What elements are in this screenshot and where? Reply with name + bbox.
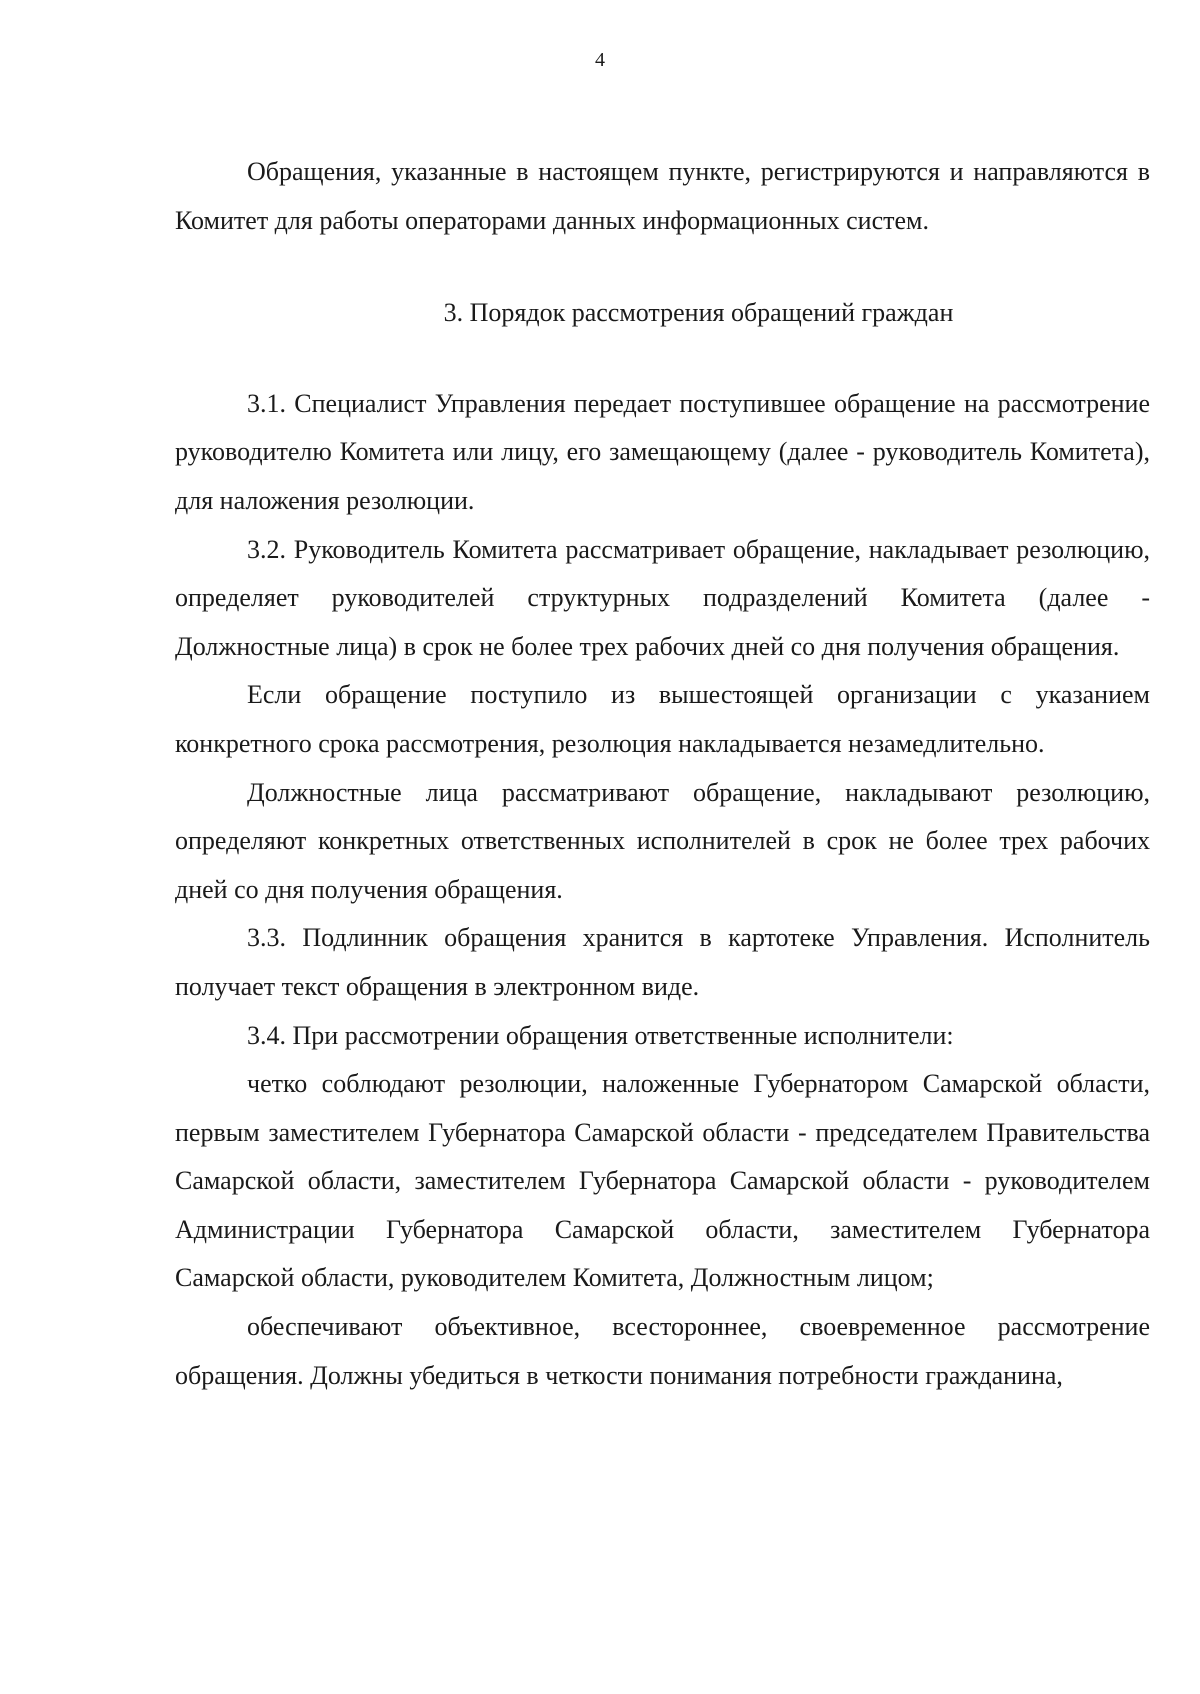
paragraph-3-2: 3.2. Руководитель Комитета рассматривает обращение, накладывает резолюцию, определяет руководителей структурных подразделений Комитета (далее - Должностные лица) в срок не более трех рабочих дней со дня получения обращения. xyxy=(175,534,1150,661)
paragraph-officials: Должностные лица рассматривают обращение, накладывают резолюцию, определяют конкретных ответственных исполнителей в срок не более трех рабочих дней со дня получения обращения. xyxy=(175,777,1150,904)
paragraph-3-4: 3.4. При рассмотрении обращения ответственные исполнители: xyxy=(247,1020,954,1050)
paragraph-urgent-resolution: Если обращение поступило из вышестоящей организации с указанием конкретного срока рассмотрения, резолюция накладывается незамедлительно. xyxy=(175,680,1150,758)
intro-paragraph: Обращения, указанные в настоящем пункте, регистрируются и направляются в Комитет для работы операторами данных информационных систем. xyxy=(175,157,1150,235)
document-body xyxy=(175,148,1150,1400)
paragraph-resolutions: четко соблюдают резолюции, наложенные Губернатором Самарской области, первым заместителем Губернатора Самарской области - председателем Правительства Самарской области, заместителем Губернатора Самарской области - руководителем Администрации Губернатора Самарской области, заместителем Губернатора Самарской области, руководителем Комитета, Должностным лицом; xyxy=(175,1069,1150,1293)
paragraph-objective-review: обеспечивают объективное, всестороннее, своевременное рассмотрение обращения. Должны убедиться в четкости понимания потребности гражданина, xyxy=(175,1312,1150,1390)
paragraph-3-1: 3.1. Специалист Управления передает поступившее обращение на рассмотрение руководителю Комитета или лицу, его замещающему (далее - руководитель Комитета), для наложения резолюции. xyxy=(175,388,1150,515)
page-number: 4 xyxy=(595,49,605,71)
paragraph-3-3: 3.3. Подлинник обращения хранится в картотеке Управления. Исполнитель получает текст обращения в электронном виде. xyxy=(175,923,1150,1001)
section-heading: 3. Порядок рассмотрения обращений граждан xyxy=(443,298,954,328)
